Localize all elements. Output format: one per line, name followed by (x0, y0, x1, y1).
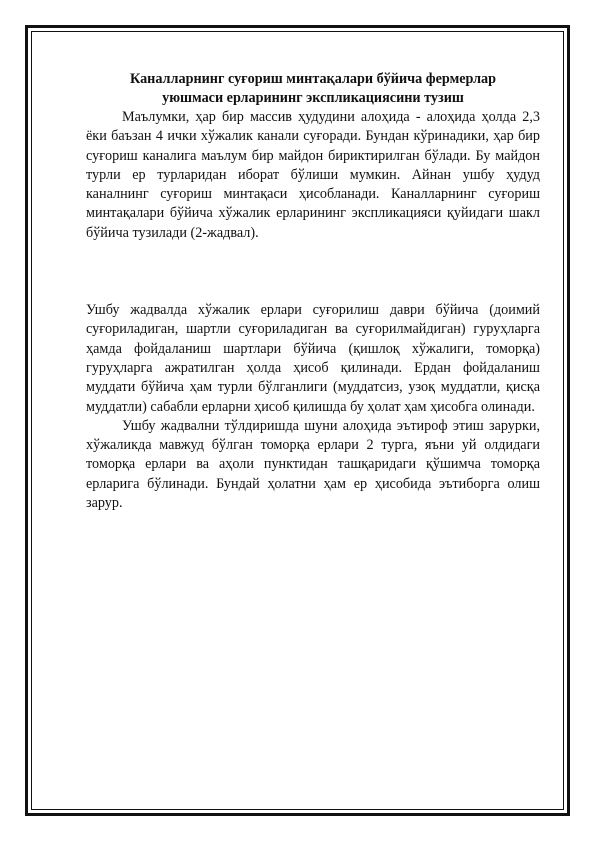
document-body (86, 70, 540, 513)
paragraph-table-notes: Ушбу жадвални тўлдиришда шуни алоҳида эътироф этиш зарурки, хўжаликда мавжуд бўлган томорқа ерлари 2 турга, яъни уй олдидаги томорқа ерлари ва аҳоли пунктидан ташқаридаги қўшимча томорқа ерларига бўлинади. Бундай ҳолатни ҳам ер ҳисобида эътиборга олиш зарур. (86, 417, 540, 512)
title-line-1: Каналларнинг суғориш минтақалари бўйича фермерлар (129, 71, 497, 87)
table-gap (86, 243, 540, 301)
paragraph-table-description: Ушбу жадвалда хўжалик ерлари суғорилиш даври бўйича (доимий суғориладиган, шартли суғориладиган ва суғорилмайдиган) гуруҳларга ҳамда фойдаланиш шартлари бўйича (қишлоқ хўжалиги, томорқа) гуруҳларга ажратилган ҳолда ҳисоб қилинади. Ердан фойдаланиш муддати бўйича ҳам турли бўлганлиги (муддатсиз, узоқ муддатли, қисқа муддатли) сабабли ерларни ҳисоб қилишда бу ҳолат ҳам ҳисобга олинади. (86, 302, 540, 415)
title-line-2: уюшмаси ерларининг экспликациясини тузиш (162, 90, 464, 106)
document-title (86, 70, 540, 108)
paragraph-intro: Маълумки, ҳар бир массив ҳудудини алоҳида - алоҳида ҳолда 2,3 ёки баъзан 4 ички хўжалик канали суғоради. Бундан кўринадики, ҳар бир суғориш каналига маълум бир майдон бириктирилган бўлади. Бу майдон турли ер турларидан иборат бўлиши мумкин. Айнан ушбу ҳудуд каналнинг суғориш минтақаси ҳисобланади. Каналларнинг суғориш минтақалари бўйича хўжалик ерларининг экспликацияси қуйидаги шакл бўйича тузилади (2-жадвал). (86, 109, 540, 241)
